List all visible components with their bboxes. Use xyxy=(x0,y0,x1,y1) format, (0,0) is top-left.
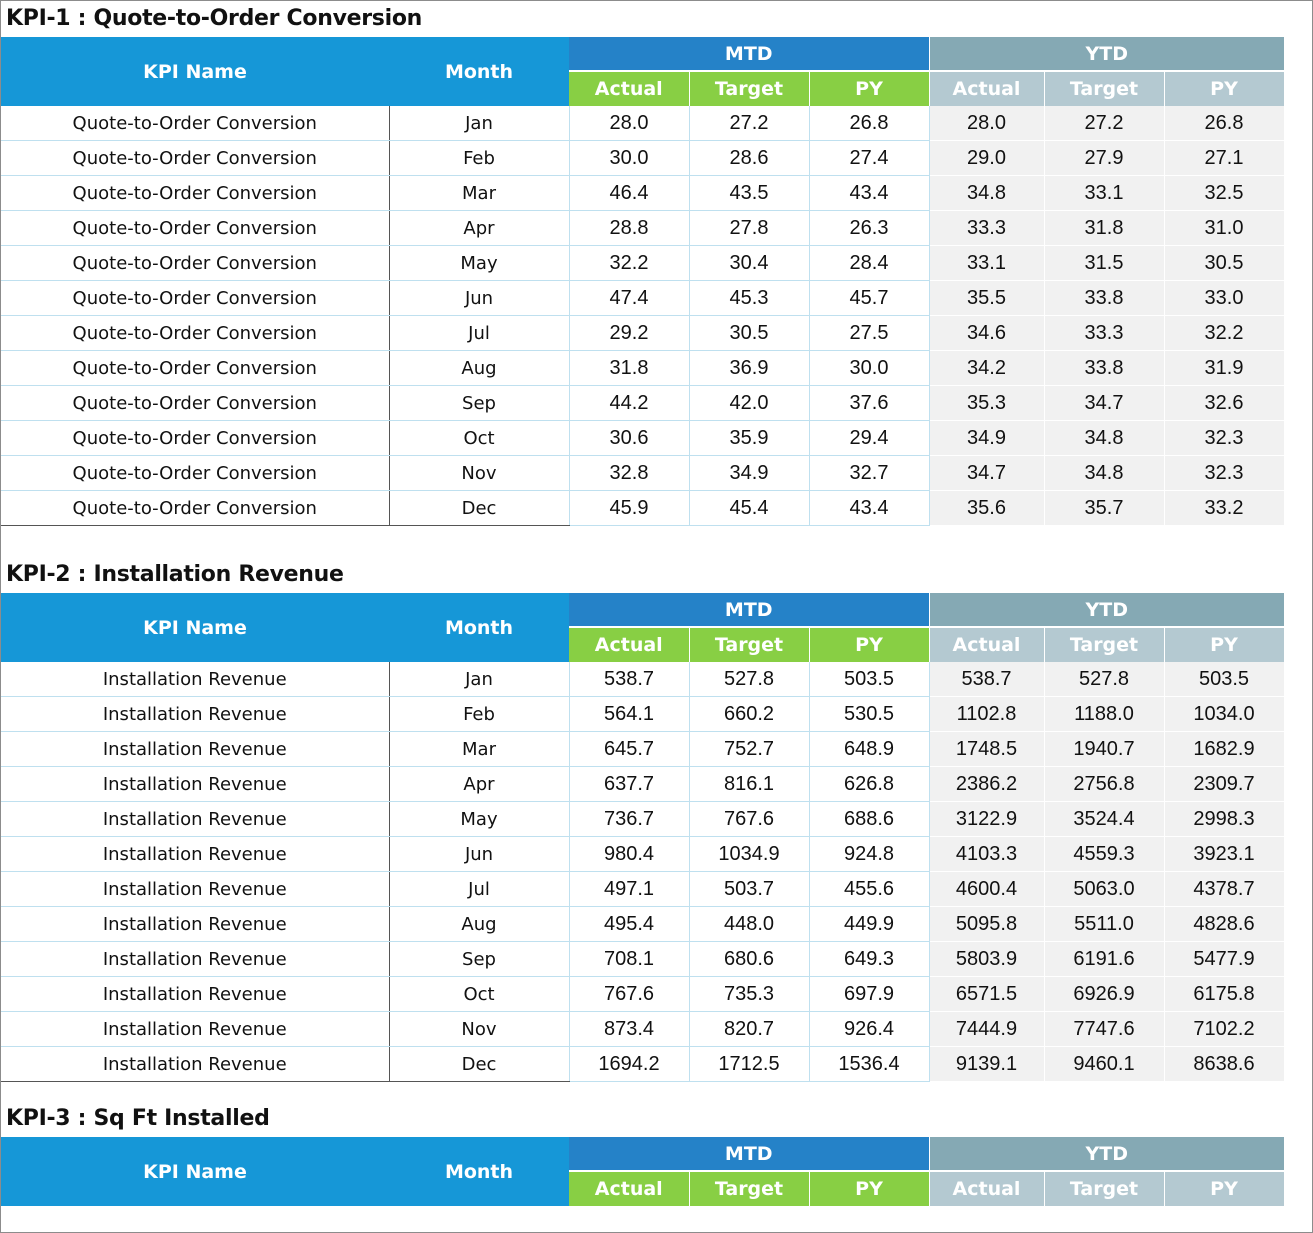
mtd-actual-cell: 30.6 xyxy=(569,421,689,456)
mtd-py-cell: 28.4 xyxy=(809,246,929,281)
kpi-name-cell: Installation Revenue xyxy=(1,697,389,732)
month-cell: May xyxy=(389,246,569,281)
ytd-actual-cell: 34.9 xyxy=(929,421,1044,456)
ytd-actual-cell: 5803.9 xyxy=(929,942,1044,977)
ytd-target-cell: 33.3 xyxy=(1044,316,1164,351)
mtd-actual-cell: 980.4 xyxy=(569,837,689,872)
mtd-target-cell: 503.7 xyxy=(689,872,809,907)
kpi-name-cell: Installation Revenue xyxy=(1,662,389,697)
mtd-actual-cell: 767.6 xyxy=(569,977,689,1012)
ytd-actual-cell: 538.7 xyxy=(929,662,1044,697)
table-row xyxy=(1,456,1284,491)
ytd-actual-cell: 7444.9 xyxy=(929,1012,1044,1047)
month-cell: Apr xyxy=(389,211,569,246)
ytd-target-cell: 7747.6 xyxy=(1044,1012,1164,1047)
kpi-name-cell: Installation Revenue xyxy=(1,1012,389,1047)
month-cell: Jun xyxy=(389,281,569,316)
ytd-actual-cell: 35.3 xyxy=(929,386,1044,421)
ytd-py-cell: 2998.3 xyxy=(1164,802,1284,837)
ytd-target-cell: 6926.9 xyxy=(1044,977,1164,1012)
ytd-actual-cell: 4103.3 xyxy=(929,837,1044,872)
kpi-name-cell: Installation Revenue xyxy=(1,837,389,872)
ytd-py-cell: 4828.6 xyxy=(1164,907,1284,942)
ytd-target-cell: 1188.0 xyxy=(1044,697,1164,732)
month-cell: Sep xyxy=(389,386,569,421)
mtd-py-cell: 924.8 xyxy=(809,837,929,872)
mtd-actual-cell: 1694.2 xyxy=(569,1047,689,1082)
ytd-actual-cell: 35.5 xyxy=(929,281,1044,316)
kpi-name-cell: Installation Revenue xyxy=(1,802,389,837)
table-row xyxy=(1,211,1284,246)
kpi-title: KPI-1 : Quote-to-Order Conversion xyxy=(6,6,422,31)
ytd-py-header: PY xyxy=(1164,627,1284,662)
mtd-py-header: PY xyxy=(809,71,929,106)
mtd-actual-cell: 736.7 xyxy=(569,802,689,837)
month-cell: Jun xyxy=(389,837,569,872)
mtd-actual-cell: 46.4 xyxy=(569,176,689,211)
month-header: Month xyxy=(389,1137,569,1206)
table-row xyxy=(1,767,1284,802)
mtd-target-header: Target xyxy=(689,627,809,662)
ytd-target-cell: 1940.7 xyxy=(1044,732,1164,767)
mtd-py-cell: 27.5 xyxy=(809,316,929,351)
month-cell: Jul xyxy=(389,872,569,907)
mtd-py-cell: 648.9 xyxy=(809,732,929,767)
mtd-py-cell: 30.0 xyxy=(809,351,929,386)
table-row xyxy=(1,351,1284,386)
ytd-py-cell: 33.0 xyxy=(1164,281,1284,316)
mtd-actual-header: Actual xyxy=(569,71,689,106)
mtd-py-cell: 27.4 xyxy=(809,141,929,176)
ytd-group-header: YTD xyxy=(929,37,1284,71)
mtd-py-cell: 503.5 xyxy=(809,662,929,697)
kpi-table xyxy=(1,1137,1285,1206)
ytd-py-cell: 6175.8 xyxy=(1164,977,1284,1012)
ytd-py-cell: 32.3 xyxy=(1164,456,1284,491)
ytd-target-cell: 4559.3 xyxy=(1044,837,1164,872)
mtd-py-cell: 26.8 xyxy=(809,106,929,141)
ytd-target-cell: 9460.1 xyxy=(1044,1047,1164,1082)
ytd-actual-cell: 1102.8 xyxy=(929,697,1044,732)
ytd-actual-cell: 4600.4 xyxy=(929,872,1044,907)
mtd-py-header: PY xyxy=(809,1171,929,1206)
ytd-py-header: PY xyxy=(1164,1171,1284,1206)
table-row xyxy=(1,281,1284,316)
month-cell: Jan xyxy=(389,662,569,697)
mtd-actual-cell: 538.7 xyxy=(569,662,689,697)
ytd-target-cell: 5511.0 xyxy=(1044,907,1164,942)
month-cell: Oct xyxy=(389,977,569,1012)
ytd-target-header: Target xyxy=(1044,627,1164,662)
mtd-group-header: MTD xyxy=(569,593,929,627)
mtd-target-cell: 45.4 xyxy=(689,491,809,526)
ytd-py-cell: 32.5 xyxy=(1164,176,1284,211)
mtd-target-cell: 30.5 xyxy=(689,316,809,351)
month-cell: May xyxy=(389,802,569,837)
mtd-target-cell: 42.0 xyxy=(689,386,809,421)
kpi-title: KPI-3 : Sq Ft Installed xyxy=(6,1106,270,1131)
table-row xyxy=(1,141,1284,176)
mtd-target-cell: 35.9 xyxy=(689,421,809,456)
ytd-actual-cell: 9139.1 xyxy=(929,1047,1044,1082)
mtd-target-cell: 34.9 xyxy=(689,456,809,491)
ytd-py-cell: 1034.0 xyxy=(1164,697,1284,732)
ytd-py-cell: 7102.2 xyxy=(1164,1012,1284,1047)
ytd-actual-cell: 34.2 xyxy=(929,351,1044,386)
ytd-py-cell: 27.1 xyxy=(1164,141,1284,176)
ytd-target-cell: 6191.6 xyxy=(1044,942,1164,977)
mtd-group-header: MTD xyxy=(569,37,929,71)
table-row xyxy=(1,802,1284,837)
mtd-target-cell: 767.6 xyxy=(689,802,809,837)
kpi-name-header: KPI Name xyxy=(1,1137,389,1206)
ytd-target-cell: 33.8 xyxy=(1044,281,1164,316)
ytd-target-cell: 27.2 xyxy=(1044,106,1164,141)
mtd-actual-cell: 637.7 xyxy=(569,767,689,802)
mtd-target-cell: 27.8 xyxy=(689,211,809,246)
table-row xyxy=(1,386,1284,421)
kpi-name-cell: Installation Revenue xyxy=(1,942,389,977)
month-cell: Feb xyxy=(389,697,569,732)
kpi-name-cell: Quote-to-Order Conversion xyxy=(1,281,389,316)
mtd-target-header: Target xyxy=(689,71,809,106)
mtd-py-cell: 530.5 xyxy=(809,697,929,732)
kpi-name-cell: Installation Revenue xyxy=(1,907,389,942)
ytd-target-cell: 31.8 xyxy=(1044,211,1164,246)
mtd-target-cell: 735.3 xyxy=(689,977,809,1012)
ytd-actual-cell: 34.6 xyxy=(929,316,1044,351)
ytd-py-cell: 1682.9 xyxy=(1164,732,1284,767)
mtd-target-cell: 752.7 xyxy=(689,732,809,767)
ytd-actual-cell: 3122.9 xyxy=(929,802,1044,837)
month-cell: Sep xyxy=(389,942,569,977)
mtd-actual-cell: 29.2 xyxy=(569,316,689,351)
month-cell: Aug xyxy=(389,351,569,386)
mtd-py-cell: 449.9 xyxy=(809,907,929,942)
mtd-target-cell: 1712.5 xyxy=(689,1047,809,1082)
mtd-py-cell: 29.4 xyxy=(809,421,929,456)
ytd-actual-cell: 34.8 xyxy=(929,176,1044,211)
mtd-py-cell: 926.4 xyxy=(809,1012,929,1047)
mtd-py-cell: 43.4 xyxy=(809,176,929,211)
ytd-py-header: PY xyxy=(1164,71,1284,106)
ytd-py-cell: 33.2 xyxy=(1164,491,1284,526)
kpi-name-cell: Quote-to-Order Conversion xyxy=(1,106,389,141)
mtd-actual-cell: 645.7 xyxy=(569,732,689,767)
kpi-name-cell: Quote-to-Order Conversion xyxy=(1,141,389,176)
ytd-actual-header: Actual xyxy=(929,71,1044,106)
ytd-target-cell: 527.8 xyxy=(1044,662,1164,697)
mtd-target-cell: 43.5 xyxy=(689,176,809,211)
kpi-name-cell: Quote-to-Order Conversion xyxy=(1,386,389,421)
mtd-py-cell: 32.7 xyxy=(809,456,929,491)
table-row xyxy=(1,316,1284,351)
ytd-py-cell: 32.6 xyxy=(1164,386,1284,421)
kpi-name-cell: Quote-to-Order Conversion xyxy=(1,421,389,456)
ytd-target-cell: 34.8 xyxy=(1044,421,1164,456)
table-row xyxy=(1,942,1284,977)
kpi-name-header: KPI Name xyxy=(1,593,389,662)
ytd-target-cell: 34.8 xyxy=(1044,456,1164,491)
ytd-actual-cell: 33.1 xyxy=(929,246,1044,281)
ytd-py-cell: 31.0 xyxy=(1164,211,1284,246)
mtd-actual-cell: 31.8 xyxy=(569,351,689,386)
ytd-actual-cell: 28.0 xyxy=(929,106,1044,141)
mtd-target-cell: 28.6 xyxy=(689,141,809,176)
ytd-py-cell: 32.2 xyxy=(1164,316,1284,351)
kpi-name-cell: Quote-to-Order Conversion xyxy=(1,456,389,491)
mtd-actual-cell: 45.9 xyxy=(569,491,689,526)
ytd-target-cell: 5063.0 xyxy=(1044,872,1164,907)
ytd-actual-cell: 34.7 xyxy=(929,456,1044,491)
ytd-actual-cell: 2386.2 xyxy=(929,767,1044,802)
table-row xyxy=(1,176,1284,211)
ytd-target-cell: 34.7 xyxy=(1044,386,1164,421)
kpi-name-cell: Installation Revenue xyxy=(1,1047,389,1082)
mtd-py-cell: 455.6 xyxy=(809,872,929,907)
ytd-actual-cell: 5095.8 xyxy=(929,907,1044,942)
ytd-py-cell: 32.3 xyxy=(1164,421,1284,456)
mtd-actual-cell: 564.1 xyxy=(569,697,689,732)
table-row xyxy=(1,872,1284,907)
table-row xyxy=(1,1047,1284,1082)
mtd-target-cell: 1034.9 xyxy=(689,837,809,872)
mtd-actual-cell: 28.8 xyxy=(569,211,689,246)
ytd-target-cell: 3524.4 xyxy=(1044,802,1164,837)
ytd-group-header: YTD xyxy=(929,1137,1284,1171)
table-row xyxy=(1,1012,1284,1047)
kpi-name-cell: Quote-to-Order Conversion xyxy=(1,316,389,351)
ytd-py-cell: 8638.6 xyxy=(1164,1047,1284,1082)
kpi-name-cell: Quote-to-Order Conversion xyxy=(1,176,389,211)
mtd-actual-cell: 32.2 xyxy=(569,246,689,281)
mtd-py-cell: 37.6 xyxy=(809,386,929,421)
kpi-name-cell: Installation Revenue xyxy=(1,977,389,1012)
table-row xyxy=(1,491,1284,526)
ytd-target-cell: 33.1 xyxy=(1044,176,1164,211)
mtd-py-cell: 43.4 xyxy=(809,491,929,526)
mtd-actual-cell: 44.2 xyxy=(569,386,689,421)
mtd-actual-cell: 495.4 xyxy=(569,907,689,942)
mtd-target-cell: 527.8 xyxy=(689,662,809,697)
month-cell: Dec xyxy=(389,491,569,526)
kpi-title: KPI-2 : Installation Revenue xyxy=(6,562,344,587)
mtd-py-cell: 45.7 xyxy=(809,281,929,316)
table-row xyxy=(1,697,1284,732)
table-row xyxy=(1,977,1284,1012)
kpi-name-cell: Quote-to-Order Conversion xyxy=(1,246,389,281)
month-cell: Mar xyxy=(389,732,569,767)
table-row xyxy=(1,907,1284,942)
mtd-py-header: PY xyxy=(809,627,929,662)
mtd-actual-header: Actual xyxy=(569,627,689,662)
ytd-target-header: Target xyxy=(1044,1171,1164,1206)
kpi-name-cell: Quote-to-Order Conversion xyxy=(1,351,389,386)
table-row xyxy=(1,837,1284,872)
ytd-actual-cell: 29.0 xyxy=(929,141,1044,176)
month-cell: Jul xyxy=(389,316,569,351)
kpi-name-cell: Quote-to-Order Conversion xyxy=(1,211,389,246)
mtd-py-cell: 26.3 xyxy=(809,211,929,246)
mtd-target-cell: 820.7 xyxy=(689,1012,809,1047)
mtd-target-cell: 448.0 xyxy=(689,907,809,942)
ytd-target-cell: 31.5 xyxy=(1044,246,1164,281)
mtd-actual-cell: 873.4 xyxy=(569,1012,689,1047)
mtd-actual-cell: 47.4 xyxy=(569,281,689,316)
ytd-actual-cell: 1748.5 xyxy=(929,732,1044,767)
mtd-target-cell: 27.2 xyxy=(689,106,809,141)
ytd-py-cell: 31.9 xyxy=(1164,351,1284,386)
ytd-group-header: YTD xyxy=(929,593,1284,627)
mtd-py-cell: 1536.4 xyxy=(809,1047,929,1082)
mtd-actual-cell: 30.0 xyxy=(569,141,689,176)
mtd-actual-cell: 497.1 xyxy=(569,872,689,907)
mtd-target-cell: 30.4 xyxy=(689,246,809,281)
ytd-actual-cell: 6571.5 xyxy=(929,977,1044,1012)
table-row xyxy=(1,246,1284,281)
mtd-py-cell: 697.9 xyxy=(809,977,929,1012)
ytd-target-cell: 2756.8 xyxy=(1044,767,1164,802)
table-row xyxy=(1,662,1284,697)
kpi-name-header: KPI Name xyxy=(1,37,389,106)
mtd-target-cell: 36.9 xyxy=(689,351,809,386)
ytd-py-cell: 2309.7 xyxy=(1164,767,1284,802)
kpi-name-cell: Installation Revenue xyxy=(1,872,389,907)
ytd-py-cell: 26.8 xyxy=(1164,106,1284,141)
kpi-table xyxy=(1,37,1285,526)
month-header: Month xyxy=(389,37,569,106)
kpi-name-cell: Quote-to-Order Conversion xyxy=(1,491,389,526)
ytd-py-cell: 3923.1 xyxy=(1164,837,1284,872)
kpi-table xyxy=(1,593,1285,1082)
ytd-actual-cell: 33.3 xyxy=(929,211,1044,246)
mtd-target-header: Target xyxy=(689,1171,809,1206)
month-cell: Oct xyxy=(389,421,569,456)
ytd-target-cell: 33.8 xyxy=(1044,351,1164,386)
mtd-target-cell: 680.6 xyxy=(689,942,809,977)
ytd-target-cell: 35.7 xyxy=(1044,491,1164,526)
month-cell: Feb xyxy=(389,141,569,176)
ytd-py-cell: 30.5 xyxy=(1164,246,1284,281)
mtd-actual-header: Actual xyxy=(569,1171,689,1206)
mtd-py-cell: 649.3 xyxy=(809,942,929,977)
ytd-target-header: Target xyxy=(1044,71,1164,106)
ytd-actual-header: Actual xyxy=(929,1171,1044,1206)
month-cell: Nov xyxy=(389,456,569,491)
mtd-group-header: MTD xyxy=(569,1137,929,1171)
month-header: Month xyxy=(389,593,569,662)
ytd-py-cell: 503.5 xyxy=(1164,662,1284,697)
ytd-target-cell: 27.9 xyxy=(1044,141,1164,176)
table-row xyxy=(1,106,1284,141)
mtd-target-cell: 660.2 xyxy=(689,697,809,732)
ytd-py-cell: 4378.7 xyxy=(1164,872,1284,907)
month-cell: Nov xyxy=(389,1012,569,1047)
month-cell: Mar xyxy=(389,176,569,211)
mtd-py-cell: 688.6 xyxy=(809,802,929,837)
month-cell: Dec xyxy=(389,1047,569,1082)
table-row xyxy=(1,421,1284,456)
kpi-name-cell: Installation Revenue xyxy=(1,732,389,767)
month-cell: Apr xyxy=(389,767,569,802)
mtd-target-cell: 45.3 xyxy=(689,281,809,316)
mtd-actual-cell: 32.8 xyxy=(569,456,689,491)
month-cell: Jan xyxy=(389,106,569,141)
mtd-target-cell: 816.1 xyxy=(689,767,809,802)
mtd-actual-cell: 28.0 xyxy=(569,106,689,141)
ytd-actual-cell: 35.6 xyxy=(929,491,1044,526)
ytd-actual-header: Actual xyxy=(929,627,1044,662)
mtd-py-cell: 626.8 xyxy=(809,767,929,802)
mtd-actual-cell: 708.1 xyxy=(569,942,689,977)
ytd-py-cell: 5477.9 xyxy=(1164,942,1284,977)
kpi-name-cell: Installation Revenue xyxy=(1,767,389,802)
month-cell: Aug xyxy=(389,907,569,942)
table-row xyxy=(1,732,1284,767)
